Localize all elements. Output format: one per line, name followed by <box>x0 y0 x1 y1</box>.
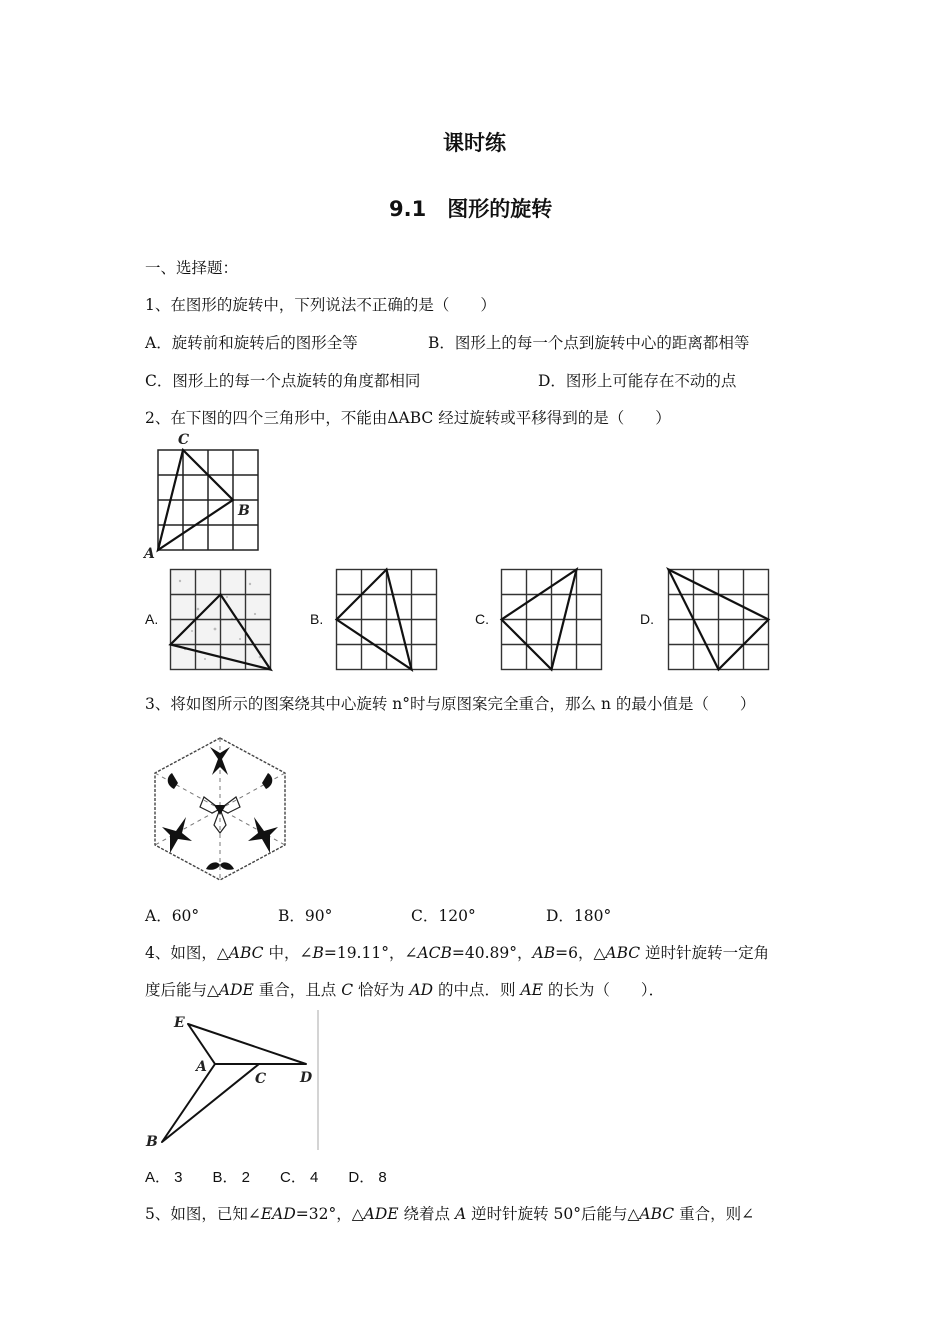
q4-text: 恰好为 <box>353 981 410 999</box>
q4-text: =40.89°， <box>451 944 533 962</box>
q4-label-c: C <box>255 1071 267 1087</box>
q5-text: EAD <box>260 1205 296 1223</box>
q4-text: △ADE <box>207 981 254 999</box>
q1-option-b: B．图形上的每一个点到旋转中心的距离都相等 <box>428 334 750 352</box>
q5-text: 5、如图，已知∠ <box>145 1205 261 1223</box>
q4-text: 度后能与 <box>145 981 208 999</box>
q4-text: AE <box>520 981 543 999</box>
q3-option-c: C．120° <box>411 907 476 925</box>
q2-option-d-figure <box>668 569 769 670</box>
section-heading: 一、选择题： <box>145 259 239 277</box>
q4-text: △ABC <box>593 944 641 962</box>
document-title: 课时练 <box>443 131 506 155</box>
q5-text: 重合，则∠ <box>674 1205 755 1223</box>
q3-option-b: B．90° <box>278 907 333 925</box>
q4-stem-line1 <box>145 941 769 963</box>
q3-hexagon-pattern-figure <box>148 733 293 883</box>
q5-text: 绕着点 <box>398 1205 455 1223</box>
q4-options: A． 3 B． 2 C． 4 D． 8 <box>145 1169 387 1186</box>
q1-option-d: D．图形上可能存在不动的点 <box>538 372 737 390</box>
q5-text: △ADE <box>351 1205 399 1223</box>
q5-text: =32°， <box>295 1205 352 1223</box>
q4-text: 的长为（ ）． <box>542 981 665 999</box>
q2-label-c: C <box>178 432 190 448</box>
q4-stem-line2 <box>145 978 664 1000</box>
q3-option-d: D．180° <box>546 907 612 925</box>
q2-option-a-figure <box>170 569 271 670</box>
q4-text: ACB <box>417 944 452 962</box>
q2-option-b-label: B. <box>310 611 324 627</box>
q4-text: 4、如图， <box>145 944 217 962</box>
q4-triangle-figure <box>142 1008 327 1153</box>
q3-stem: 3、将如图所示的图案绕其中心旋转 n°时与原图案完全重合，那么 n 的最小值是（ ） <box>145 695 756 713</box>
q4-label-a: A <box>196 1059 207 1075</box>
q4-text: 逆时针旋转一定角 <box>640 944 770 962</box>
q4-label-e: E <box>174 1015 185 1031</box>
q2-label-a: A <box>144 546 155 562</box>
q4-text: C <box>341 981 354 999</box>
q1-option-c: C．图形上的每一个点旋转的角度都相同 <box>145 372 421 390</box>
q2-option-a-label: A. <box>145 611 159 627</box>
q2-option-c-figure <box>501 569 602 670</box>
q4-text: =19.11°，∠ <box>323 944 418 962</box>
q2-option-c-label: C. <box>475 611 489 627</box>
q4-label-b: B <box>146 1134 158 1150</box>
q3-option-a: A．60° <box>145 907 200 925</box>
q4-text: 的中点．则 <box>433 981 521 999</box>
q1-option-a: A．旋转前和旋转后的图形全等 <box>145 334 358 352</box>
q5-stem <box>145 1202 754 1224</box>
q4-text: AB <box>532 944 556 962</box>
q4-text: 重合，且点 <box>253 981 342 999</box>
q1-stem: 1、在图形的旋转中，下列说法不正确的是（ ） <box>145 296 496 314</box>
q4-text: △ABC <box>216 944 264 962</box>
q2-stem: 2、在下图的四个三角形中，不能由ΔABC 经过旋转或平移得到的是（ ） <box>145 409 671 427</box>
lesson-subtitle: 9.1 图形的旋转 <box>389 197 553 221</box>
q2-label-b: B <box>238 503 250 519</box>
q2-reference-figure <box>140 428 270 562</box>
q2-option-d-label: D. <box>640 611 654 627</box>
q2-option-b-figure <box>336 569 437 670</box>
q5-text: A <box>454 1205 467 1223</box>
q4-text: AD <box>409 981 434 999</box>
q4-text: 中，∠ <box>263 944 313 962</box>
q4-text: B <box>312 944 324 962</box>
q5-text: 逆时针旋转 50°后能与 <box>466 1205 628 1223</box>
q5-text: △ABC <box>627 1205 675 1223</box>
q4-text: =6， <box>555 944 594 962</box>
q4-label-d: D <box>300 1070 313 1086</box>
